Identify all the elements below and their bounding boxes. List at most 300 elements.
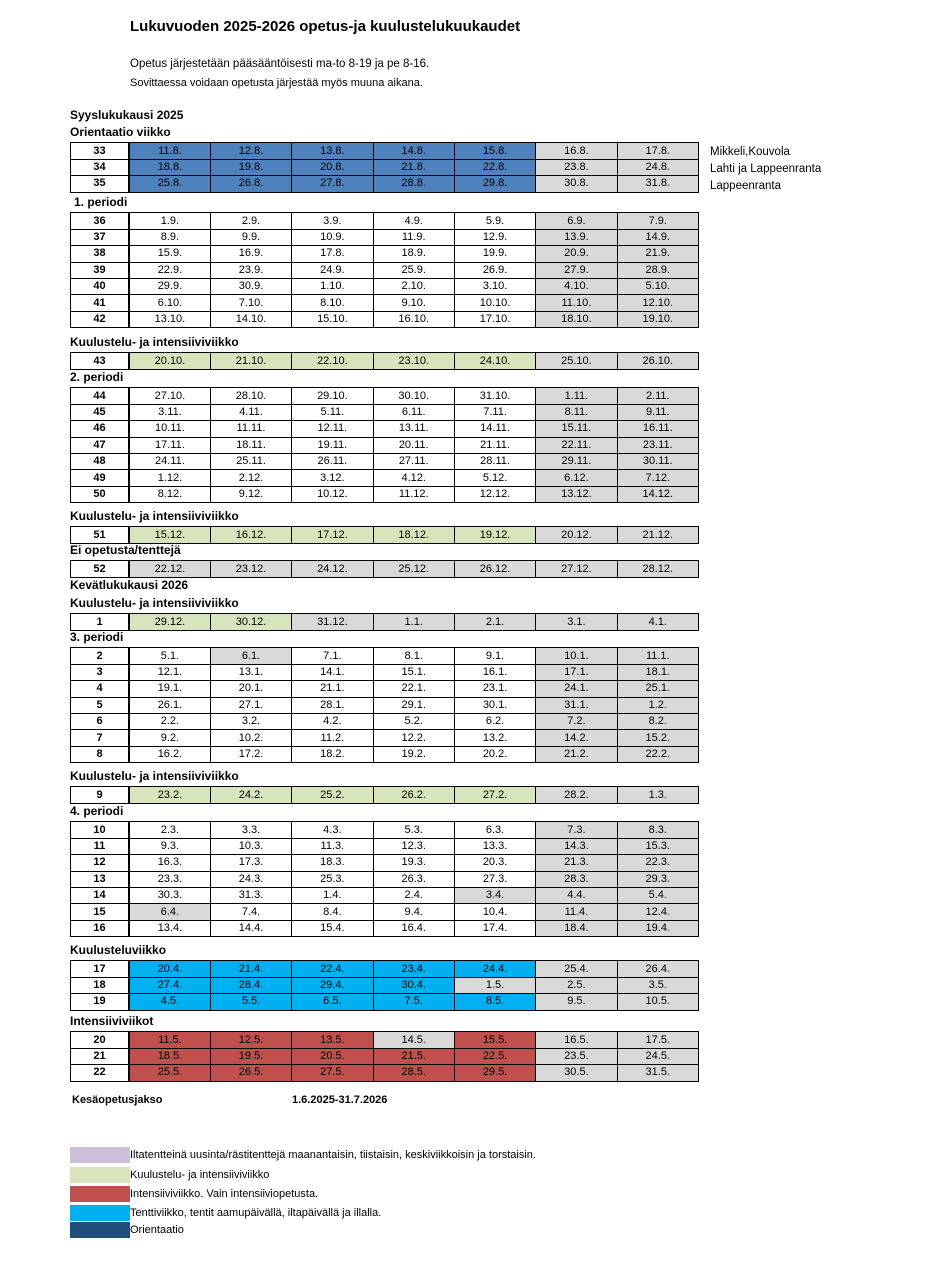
day-cell: 13.11. (373, 421, 454, 437)
day-cell: 22.10. (292, 353, 373, 369)
day-cell: 24.2. (210, 787, 291, 803)
week-number: 1 (71, 614, 130, 630)
day-cell: 12.1. (129, 664, 210, 680)
day-cell: 12.11. (292, 421, 373, 437)
day-cell: 2.9. (210, 213, 291, 229)
day-cell: 24.8. (617, 159, 698, 175)
day-cell: 2.3. (129, 822, 210, 838)
section-heading: Kuulusteluviikko (70, 943, 167, 957)
day-cell: 9.11. (617, 404, 698, 420)
week-row (71, 262, 699, 278)
day-cell: 26.2. (373, 787, 454, 803)
day-cell: 15.9. (129, 246, 210, 262)
day-cell: 18.12. (373, 527, 454, 543)
day-cell: 3.2. (210, 713, 291, 729)
week-number: 45 (71, 404, 130, 420)
week-table (70, 821, 699, 937)
day-cell: 26.8. (210, 176, 291, 192)
day-cell: 19.8. (210, 159, 291, 175)
day-cell: 15.11. (536, 421, 617, 437)
week-number: 8 (71, 746, 130, 762)
day-cell: 7.5. (373, 994, 454, 1010)
day-cell: 1.3. (617, 787, 698, 803)
location-note: Lappeenranta (710, 180, 781, 192)
day-cell: 21.5. (373, 1048, 454, 1064)
week-row (71, 977, 699, 993)
day-cell: 8.1. (373, 648, 454, 664)
day-cell: 8.9. (129, 229, 210, 245)
day-cell: 13.9. (536, 229, 617, 245)
day-cell: 13.10. (129, 311, 210, 327)
day-cell: 13.12. (536, 486, 617, 502)
day-cell: 14.12. (617, 486, 698, 502)
day-cell: 30.11. (617, 453, 698, 469)
week-number: 4 (71, 681, 130, 697)
day-cell: 11.11. (210, 421, 291, 437)
day-cell: 14.5. (373, 1032, 454, 1048)
intro-line: Opetus järjestetään pääsääntöisesti ma-to 8-19 ja pe 8-16. (130, 58, 430, 70)
day-cell: 7.9. (617, 213, 698, 229)
section-heading: Ei opetusta/tenttejä (70, 543, 181, 557)
day-cell: 22.2. (617, 746, 698, 762)
day-cell: 20.4. (129, 961, 210, 977)
day-cell: 24.10. (454, 353, 535, 369)
day-cell: 6.10. (129, 295, 210, 311)
section-heading: Orientaatio viikko (70, 125, 171, 139)
week-number: 6 (71, 713, 130, 729)
day-cell: 1.4. (292, 887, 373, 903)
week-row (71, 404, 699, 420)
week-number: 47 (71, 437, 130, 453)
day-cell: 31.5. (617, 1065, 698, 1081)
day-cell: 21.2. (536, 746, 617, 762)
day-cell: 13.3. (454, 838, 535, 854)
day-cell: 9.5. (536, 994, 617, 1010)
week-row (71, 871, 699, 887)
week-number: 48 (71, 453, 130, 469)
section-heading: Kuulustelu- ja intensiiviviikko (70, 769, 239, 783)
week-number: 5 (71, 697, 130, 713)
day-cell: 23.12. (210, 561, 291, 577)
day-cell: 9.9. (210, 229, 291, 245)
day-cell: 25.2. (292, 787, 373, 803)
week-number: 33 (71, 143, 130, 159)
day-cell: 7.1. (292, 648, 373, 664)
day-cell: 5.5. (210, 994, 291, 1010)
day-cell: 23.4. (373, 961, 454, 977)
section-heading: Kuulustelu- ja intensiiviviikko (70, 335, 239, 349)
day-cell: 24.12. (292, 561, 373, 577)
day-cell: 20.9. (536, 246, 617, 262)
week-row (71, 437, 699, 453)
day-cell: 7.2. (536, 713, 617, 729)
day-cell: 8.12. (129, 486, 210, 502)
day-cell: 21.12. (617, 527, 698, 543)
week-number: 38 (71, 246, 130, 262)
day-cell: 5.12. (454, 470, 535, 486)
day-cell: 23.8. (536, 159, 617, 175)
day-cell: 13.4. (129, 920, 210, 936)
day-cell: 30.9. (210, 278, 291, 294)
week-number: 21 (71, 1048, 130, 1064)
day-cell: 3.1. (536, 614, 617, 630)
section-heading: 1. periodi (74, 195, 128, 209)
day-cell: 4.1. (617, 614, 698, 630)
day-cell: 11.12. (373, 486, 454, 502)
day-cell: 27.10. (129, 388, 210, 404)
day-cell: 18.4. (536, 920, 617, 936)
week-number: 35 (71, 176, 130, 192)
week-row (71, 159, 699, 175)
week-row (71, 664, 699, 680)
day-cell: 25.3. (292, 871, 373, 887)
legend-swatch (70, 1167, 130, 1183)
legend-text: Tenttiviikko, tentit aamupäivällä, iltapäivällä ja illalla. (130, 1207, 382, 1219)
day-cell: 16.9. (210, 246, 291, 262)
day-cell: 28.9. (617, 262, 698, 278)
day-cell: 18.5. (129, 1048, 210, 1064)
day-cell: 10.1. (536, 648, 617, 664)
day-cell: 15.3. (617, 838, 698, 854)
section-heading: 3. periodi (70, 630, 124, 644)
day-cell: 20.12. (536, 527, 617, 543)
week-number: 42 (71, 311, 130, 327)
day-cell: 17.5. (617, 1032, 698, 1048)
day-cell: 19.2. (373, 746, 454, 762)
week-number: 14 (71, 887, 130, 903)
week-row (71, 838, 699, 854)
week-row (71, 1065, 699, 1081)
week-table (70, 1031, 699, 1081)
week-number: 40 (71, 278, 130, 294)
section-heading: Syyslukukausi 2025 (70, 108, 184, 122)
day-cell: 25.8. (129, 176, 210, 192)
day-cell: 16.10. (373, 311, 454, 327)
day-cell: 26.4. (617, 961, 698, 977)
week-row (71, 614, 699, 630)
summer-value: 1.6.2025-31.7.2026 (292, 1094, 388, 1106)
day-cell: 22.3. (617, 855, 698, 871)
day-cell: 22.8. (454, 159, 535, 175)
day-cell: 18.2. (292, 746, 373, 762)
day-cell: 10.2. (210, 730, 291, 746)
legend-text: Kuulustelu- ja intensiiviviikko (130, 1169, 270, 1181)
day-cell: 26.12. (454, 561, 535, 577)
day-cell: 12.8. (210, 143, 291, 159)
week-number: 43 (71, 353, 130, 369)
day-cell: 23.9. (210, 262, 291, 278)
week-number: 51 (71, 527, 130, 543)
day-cell: 8.4. (292, 904, 373, 920)
day-cell: 20.11. (373, 437, 454, 453)
section-heading: Kevätlukukausi 2026 (70, 578, 189, 592)
day-cell: 19.3. (373, 855, 454, 871)
day-cell: 17.8. (292, 246, 373, 262)
day-cell: 20.3. (454, 855, 535, 871)
day-cell: 15.2. (617, 730, 698, 746)
day-cell: 1.9. (129, 213, 210, 229)
summer-label: Kesäopetusjakso (72, 1094, 163, 1106)
day-cell: 23.11. (617, 437, 698, 453)
day-cell: 22.1. (373, 681, 454, 697)
week-row (71, 213, 699, 229)
day-cell: 8.2. (617, 713, 698, 729)
week-row (71, 246, 699, 262)
section-heading: Intensiiviviikot (70, 1014, 154, 1028)
section-heading: 2. periodi (70, 370, 124, 384)
day-cell: 8.5. (454, 994, 535, 1010)
day-cell: 3.5. (617, 977, 698, 993)
week-number: 15 (71, 904, 130, 920)
day-cell: 24.11. (129, 453, 210, 469)
week-number: 49 (71, 470, 130, 486)
day-cell: 21.8. (373, 159, 454, 175)
day-cell: 16.2. (129, 746, 210, 762)
week-row (71, 961, 699, 977)
week-number: 12 (71, 855, 130, 871)
week-table (70, 387, 699, 503)
section-heading: 4. periodi (70, 804, 124, 818)
day-cell: 5.2. (373, 713, 454, 729)
day-cell: 17.10. (454, 311, 535, 327)
day-cell: 19.10. (617, 311, 698, 327)
day-cell: 20.8. (292, 159, 373, 175)
day-cell: 29.9. (129, 278, 210, 294)
day-cell: 5.11. (292, 404, 373, 420)
day-cell: 15.10. (292, 311, 373, 327)
day-cell: 21.11. (454, 437, 535, 453)
day-cell: 11.2. (292, 730, 373, 746)
day-cell: 14.8. (373, 143, 454, 159)
day-cell: 15.1. (373, 664, 454, 680)
day-cell: 28.5. (373, 1065, 454, 1081)
week-table (70, 212, 699, 328)
week-row (71, 697, 699, 713)
day-cell: 22.12. (129, 561, 210, 577)
day-cell: 11.3. (292, 838, 373, 854)
week-row (71, 561, 699, 577)
day-cell: 10.9. (292, 229, 373, 245)
day-cell: 21.3. (536, 855, 617, 871)
week-number: 46 (71, 421, 130, 437)
day-cell: 11.1. (617, 648, 698, 664)
legend-text: Intensiiviviikko. Vain intensiiviopetusta. (130, 1188, 319, 1200)
week-row (71, 527, 699, 543)
day-cell: 18.3. (292, 855, 373, 871)
day-cell: 22.9. (129, 262, 210, 278)
week-number: 34 (71, 159, 130, 175)
day-cell: 24.5. (617, 1048, 698, 1064)
day-cell: 11.4. (536, 904, 617, 920)
day-cell: 16.8. (536, 143, 617, 159)
day-cell: 28.2. (536, 787, 617, 803)
day-cell: 11.5. (129, 1032, 210, 1048)
day-cell: 3.3. (210, 822, 291, 838)
day-cell: 22.4. (292, 961, 373, 977)
day-cell: 12.2. (373, 730, 454, 746)
day-cell: 17.4. (454, 920, 535, 936)
week-number: 11 (71, 838, 130, 854)
week-number: 41 (71, 295, 130, 311)
day-cell: 20.2. (454, 746, 535, 762)
day-cell: 4.11. (210, 404, 291, 420)
day-cell: 13.1. (210, 664, 291, 680)
day-cell: 5.4. (617, 887, 698, 903)
day-cell: 4.12. (373, 470, 454, 486)
day-cell: 14.9. (617, 229, 698, 245)
day-cell: 29.11. (536, 453, 617, 469)
day-cell: 10.4. (454, 904, 535, 920)
day-cell: 2.1. (454, 614, 535, 630)
week-row (71, 920, 699, 936)
day-cell: 16.5. (536, 1032, 617, 1048)
day-cell: 19.9. (454, 246, 535, 262)
day-cell: 1.1. (373, 614, 454, 630)
day-cell: 3.4. (454, 887, 535, 903)
day-cell: 27.12. (536, 561, 617, 577)
day-cell: 21.9. (617, 246, 698, 262)
day-cell: 27.1. (210, 697, 291, 713)
day-cell: 15.8. (454, 143, 535, 159)
week-row (71, 855, 699, 871)
day-cell: 27.3. (454, 871, 535, 887)
day-cell: 19.5. (210, 1048, 291, 1064)
day-cell: 18.10. (536, 311, 617, 327)
day-cell: 25.9. (373, 262, 454, 278)
day-cell: 4.3. (292, 822, 373, 838)
day-cell: 21.4. (210, 961, 291, 977)
day-cell: 6.11. (373, 404, 454, 420)
day-cell: 12.9. (454, 229, 535, 245)
day-cell: 1.10. (292, 278, 373, 294)
day-cell: 27.11. (373, 453, 454, 469)
day-cell: 4.10. (536, 278, 617, 294)
week-row (71, 887, 699, 903)
day-cell: 23.3. (129, 871, 210, 887)
week-number: 3 (71, 664, 130, 680)
day-cell: 6.2. (454, 713, 535, 729)
day-cell: 17.11. (129, 437, 210, 453)
location-note: Mikkeli,Kouvola (710, 146, 790, 158)
day-cell: 2.5. (536, 977, 617, 993)
day-cell: 15.5. (454, 1032, 535, 1048)
day-cell: 29.8. (454, 176, 535, 192)
day-cell: 28.4. (210, 977, 291, 993)
day-cell: 24.9. (292, 262, 373, 278)
week-row (71, 143, 699, 159)
week-row (71, 681, 699, 697)
day-cell: 20.5. (292, 1048, 373, 1064)
day-cell: 25.10. (536, 353, 617, 369)
day-cell: 7.11. (454, 404, 535, 420)
day-cell: 22.11. (536, 437, 617, 453)
day-cell: 25.5. (129, 1065, 210, 1081)
day-cell: 19.11. (292, 437, 373, 453)
week-table (70, 560, 699, 577)
day-cell: 26.5. (210, 1065, 291, 1081)
day-cell: 21.10. (210, 353, 291, 369)
day-cell: 26.10. (617, 353, 698, 369)
day-cell: 6.5. (292, 994, 373, 1010)
week-number: 44 (71, 388, 130, 404)
week-row (71, 229, 699, 245)
week-number: 10 (71, 822, 130, 838)
day-cell: 17.8. (617, 143, 698, 159)
legend-text: Iltatentteinä uusinta/rästitenttejä maanantaisin, tiistaisin, keskiviikkoisin ja torstaisin. (130, 1149, 536, 1161)
week-row (71, 176, 699, 192)
day-cell: 7.10. (210, 295, 291, 311)
day-cell: 1.11. (536, 388, 617, 404)
day-cell: 9.1. (454, 648, 535, 664)
day-cell: 11.10. (536, 295, 617, 311)
week-row (71, 295, 699, 311)
week-row (71, 311, 699, 327)
day-cell: 31.3. (210, 887, 291, 903)
week-table (70, 352, 699, 369)
day-cell: 25.11. (210, 453, 291, 469)
week-number: 13 (71, 871, 130, 887)
day-cell: 18.11. (210, 437, 291, 453)
day-cell: 14.4. (210, 920, 291, 936)
day-cell: 5.10. (617, 278, 698, 294)
day-cell: 20.1. (210, 681, 291, 697)
legend-swatch (70, 1186, 130, 1202)
day-cell: 2.4. (373, 887, 454, 903)
day-cell: 28.8. (373, 176, 454, 192)
legend-swatch (70, 1147, 130, 1163)
day-cell: 6.9. (536, 213, 617, 229)
day-cell: 7.4. (210, 904, 291, 920)
week-row (71, 787, 699, 803)
week-row (71, 278, 699, 294)
week-number: 39 (71, 262, 130, 278)
day-cell: 4.2. (292, 713, 373, 729)
day-cell: 12.4. (617, 904, 698, 920)
day-cell: 28.3. (536, 871, 617, 887)
week-number: 18 (71, 977, 130, 993)
day-cell: 14.3. (536, 838, 617, 854)
day-cell: 28.10. (210, 388, 291, 404)
day-cell: 26.1. (129, 697, 210, 713)
day-cell: 3.12. (292, 470, 373, 486)
week-number: 17 (71, 961, 130, 977)
week-row (71, 713, 699, 729)
day-cell: 4.4. (536, 887, 617, 903)
week-row (71, 453, 699, 469)
day-cell: 30.10. (373, 388, 454, 404)
week-number: 36 (71, 213, 130, 229)
day-cell: 16.12. (210, 527, 291, 543)
day-cell: 13.5. (292, 1032, 373, 1048)
day-cell: 30.4. (373, 977, 454, 993)
legend-swatch (70, 1222, 130, 1238)
day-cell: 10.3. (210, 838, 291, 854)
day-cell: 9.12. (210, 486, 291, 502)
day-cell: 24.3. (210, 871, 291, 887)
day-cell: 12.3. (373, 838, 454, 854)
day-cell: 13.2. (454, 730, 535, 746)
day-cell: 31.8. (617, 176, 698, 192)
section-heading: Kuulustelu- ja intensiiviviikko (70, 596, 239, 610)
day-cell: 26.11. (292, 453, 373, 469)
week-table (70, 647, 699, 763)
day-cell: 2.2. (129, 713, 210, 729)
day-cell: 27.8. (292, 176, 373, 192)
week-table (70, 613, 699, 630)
week-row (71, 486, 699, 502)
day-cell: 23.5. (536, 1048, 617, 1064)
day-cell: 27.2. (454, 787, 535, 803)
